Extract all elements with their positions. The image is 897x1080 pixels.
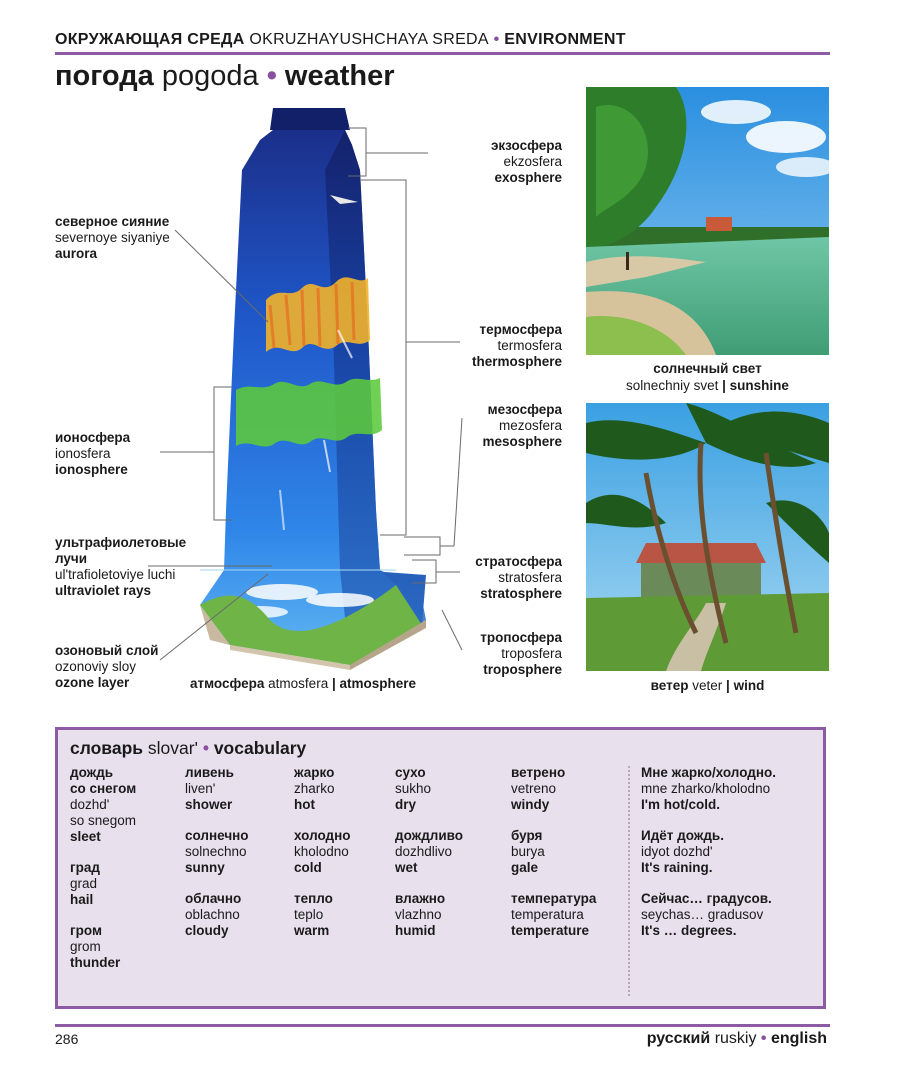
vocab-col-1 [70,765,136,986]
title-sep: • [266,60,277,92]
vocabulary-title: словарь slovar' • vocabulary [70,738,307,758]
vocab-item: влажно vlazhno humid [395,891,446,938]
wind-photo [586,403,829,671]
title-en: weather [284,60,395,92]
title-ru: погода [55,60,154,92]
label-aurora: северное сияние severnoye siyaniye aurora [55,214,170,261]
vocab-item: град grad hail [70,860,100,907]
label-exosphere: экзосфера ekzosfera exosphere [490,138,562,185]
label-ozone: озоновый слой ozonoviy sloy ozone layer [55,643,159,690]
vocab-col-4 [395,765,463,954]
vocab-phrase: Мне жарко/холодно. mne zharko/kholodno I'm hot/cold. [641,765,776,812]
page-number: 286 [55,1031,79,1047]
label-stratosphere: стратосфера stratosfera stratosphere [475,554,562,601]
vocab-item: жарко zharko hot [294,765,335,812]
vocab-item: тепло teplo warm [294,891,333,938]
vocab-divider [628,766,630,996]
label-thermosphere: термосфера termosfera thermosphere [471,322,562,369]
vocab-item: температура temperatura temperature [511,891,597,938]
label-troposphere: тропосфера troposfera troposphere [480,630,562,677]
header-sep: • [493,31,500,48]
footer-rule [55,1024,830,1027]
vocab-item: дождливо dozhdlivo wet [395,828,464,875]
vocab-item: ливень liven' shower [185,765,234,812]
vocab-phrase: Сейчас… градусов. seychas… gradusov It's … degrees. [641,891,772,938]
vocab-col-3 [294,765,351,954]
label-atmosphere: атмосфера atmosfera | atmosphere [190,676,417,691]
sunshine-photo [586,87,829,355]
vocab-item: гром grom thunder [70,923,121,970]
vocab-phrase: Идёт дождь. idyot dozhd' It's raining. [641,828,724,875]
vocab-item: сухо sukho dry [395,765,432,812]
vocab-item: ветрено vetreno windy [511,765,566,812]
vocab-col-phrases [641,765,776,954]
label-mesosphere: мезосфера mezosfera mesosphere [482,402,562,449]
vocab-col-5 [511,765,596,954]
header-tr: OKRUZHAYUSHCHAYA SREDA [249,31,489,48]
caption-sunshine: солнечный свет solnechniy svet | sunshine [626,361,789,393]
title-tr: pogoda [161,60,259,92]
footer-language: русский ruskiy • english [646,1030,827,1047]
label-ionosphere: ионосфера ionosfera ionosphere [55,430,131,477]
vocab-item: холодно kholodno cold [294,828,351,875]
vocab-item: дождь со снегом dozhd' so snegom sleet [70,765,137,844]
vocab-item: солнечно solnechno sunny [185,828,249,875]
vocab-item: облачно oblachno cloudy [185,891,242,938]
vocabulary-box [55,727,826,1009]
vocab-col-2 [185,765,249,954]
caption-wind: ветер veter | wind [650,678,765,693]
vocab-item: буря burya gale [511,828,545,875]
header-ru: ОКРУЖАЮЩАЯ СРЕДА [55,31,245,48]
header-en: ENVIRONMENT [504,31,626,48]
label-ultraviolet: ультрафиолетовые лучи ul'trafioletoviye luchi ultraviolet rays [55,535,187,598]
